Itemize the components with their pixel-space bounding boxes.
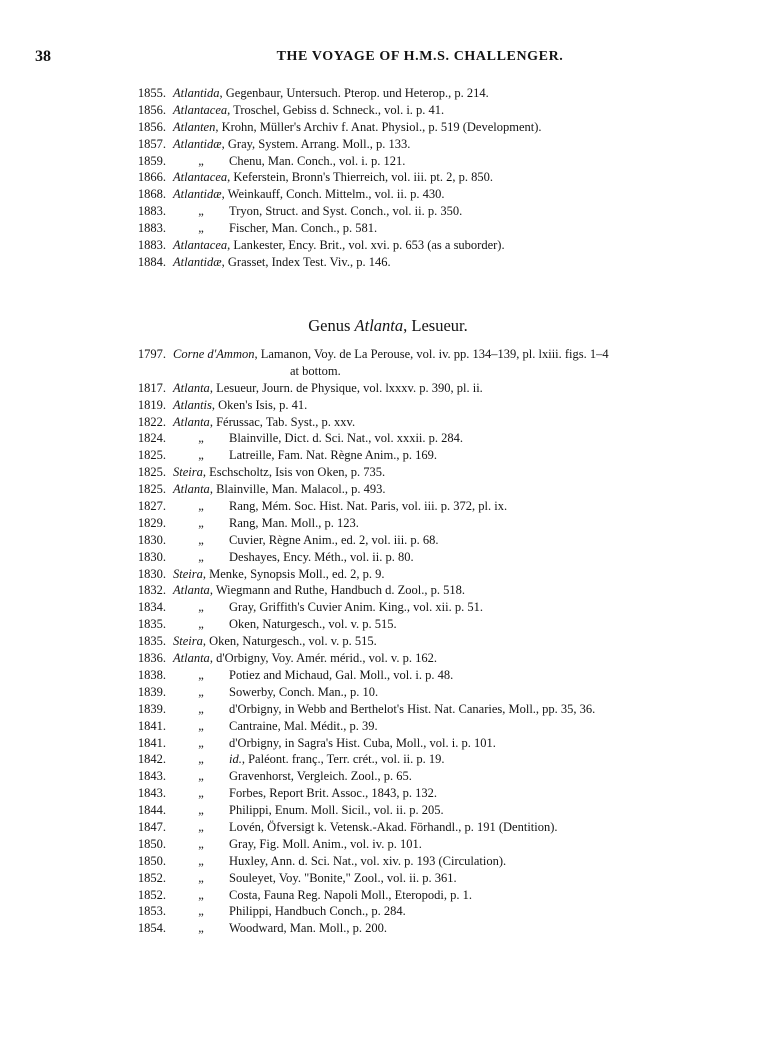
ditto-mark: „ (198, 153, 204, 168)
citation-text: , Lesueur, Journ. de Physique, vol. lxxxv. p. 390, pl. ii. (209, 380, 483, 395)
ditto-mark: „ (198, 786, 204, 801)
reference-entry (0, 153, 776, 170)
reference-entry (0, 735, 776, 752)
entry-citation (173, 684, 766, 701)
citation-text: , Eschscholtz, Isis von Oken, p. 735. (202, 465, 386, 480)
ditto-mark: „ (198, 752, 204, 767)
citation-text: Woodward, Man. Moll., p. 200. (229, 921, 388, 936)
entry-citation (173, 102, 766, 119)
reference-entry (0, 447, 776, 464)
entry-citation (173, 920, 766, 937)
taxon-name: Atlantacea (173, 102, 228, 117)
reference-entry (0, 667, 776, 684)
entry-citation (173, 414, 766, 431)
entry-year: 1822. (137, 414, 166, 429)
entry-citation (173, 237, 766, 254)
ditto-mark: „ (198, 204, 204, 219)
citation-text: Gray, Fig. Moll. Anim., vol. iv. p. 101. (229, 836, 422, 851)
entry-citation (173, 220, 766, 237)
entry-citation (173, 751, 766, 768)
genus-author: , Lesueur. (403, 316, 468, 335)
ditto-mark: „ (198, 499, 204, 514)
reference-entry (0, 836, 776, 853)
entry-year: 1856. (137, 119, 166, 134)
taxon-name: Atlantida (173, 86, 220, 100)
reference-entry (0, 414, 776, 431)
reference-entry (0, 650, 776, 667)
citation-text: Rang, Man. Moll., p. 123. (229, 515, 359, 530)
taxon-name: Steira (173, 465, 203, 480)
entry-year: 1857. (137, 136, 166, 151)
citation-text: Potiez and Michaud, Gal. Moll., vol. i. p. 48. (229, 667, 454, 682)
reference-entry (0, 616, 776, 633)
entry-citation (173, 498, 766, 515)
entry-year: 1856. (137, 102, 166, 117)
citation-text: , Krohn, Müller's Archiv f. Anat. Physiol., p. 519 (Development). (215, 119, 542, 134)
ditto-mark: „ (198, 617, 204, 632)
synonymy-list-genus (0, 346, 776, 937)
entry-year: 1843. (137, 786, 166, 801)
reference-entry (0, 498, 776, 515)
reference-entry (0, 920, 776, 937)
citation-text: , Lankester, Ency. Brit., vol. xvi. p. 653 (as a suborder). (227, 238, 505, 253)
entry-year: 1819. (137, 397, 166, 412)
entry-year: 1850. (137, 853, 166, 868)
entry-citation (173, 853, 766, 870)
entry-year: 1825. (137, 482, 166, 497)
entry-year: 1839. (137, 701, 166, 716)
entry-citation (173, 836, 766, 853)
reference-entry (0, 254, 776, 271)
entry-year: 1835. (137, 634, 166, 649)
reference-entry (0, 802, 776, 819)
entry-citation (173, 819, 766, 836)
citation-text: Huxley, Ann. d. Sci. Nat., vol. xiv. p. 193 (Circulation). (229, 853, 507, 868)
citation-text: Blainville, Dict. d. Sci. Nat., vol. xxxii. p. 284. (229, 431, 464, 446)
entry-year: 1841. (137, 735, 166, 750)
ditto-mark: „ (198, 836, 204, 851)
entry-year: 1853. (137, 904, 166, 919)
citation-text: Rang, Mém. Soc. Hist. Nat. Paris, vol. iii. p. 372, pl. ix. (229, 499, 508, 514)
citation-text: , Keferstein, Bronn's Thierreich, vol. iii. pt. 2, p. 850. (227, 170, 494, 185)
citation-text: Forbes, Report Brit. Assoc., 1843, p. 132. (229, 786, 437, 801)
citation-text: , Grasset, Index Test. Viv., p. 146. (221, 254, 391, 269)
taxon-name: Atlantacea (173, 238, 228, 253)
entry-year: 1844. (137, 803, 166, 818)
reference-entry (0, 237, 776, 254)
ditto-mark: „ (198, 221, 204, 236)
taxon-name: Steira (173, 634, 203, 649)
entry-year: 1883. (137, 204, 166, 219)
citation-text: Fischer, Man. Conch., p. 581. (229, 221, 378, 236)
entry-year: 1825. (137, 448, 166, 463)
reference-entry (0, 346, 776, 380)
entry-year: 1852. (137, 887, 166, 902)
reference-entry (0, 169, 776, 186)
ditto-mark: „ (198, 431, 204, 446)
entry-citation (173, 515, 766, 532)
citation-text: Cantraine, Mal. Médit., p. 39. (229, 718, 378, 733)
taxon-name: Atlantidæ (173, 136, 222, 151)
ditto-mark: „ (198, 718, 204, 733)
taxon-name: Atlantacea (173, 170, 228, 185)
entry-year: 1830. (137, 532, 166, 547)
entry-citation (173, 380, 766, 397)
ditto-mark: „ (198, 870, 204, 885)
ditto-mark: „ (198, 701, 204, 716)
entry-citation (173, 785, 766, 802)
ditto-mark: „ (198, 819, 204, 834)
citation-text: Souleyet, Voy. "Bonite," Zool., vol. ii. p. 361. (229, 870, 457, 885)
reference-entry (0, 549, 776, 566)
entry-citation (173, 397, 766, 414)
entry-citation (173, 447, 766, 464)
entry-year: 1842. (137, 752, 166, 767)
reference-entry (0, 718, 776, 735)
reference-entry (0, 515, 776, 532)
entry-year: 1835. (137, 617, 166, 632)
ditto-mark: „ (198, 853, 204, 868)
citation-text: Lovén, Öfversigt k. Vetensk.-Akad. Förhandl., p. 191 (Dentition). (229, 819, 558, 834)
entry-year: 1847. (137, 819, 166, 834)
reference-entry (0, 203, 776, 220)
entry-citation (173, 346, 766, 380)
entry-citation (173, 667, 766, 684)
entry-citation (173, 616, 766, 633)
ditto-mark: „ (198, 515, 204, 530)
ditto-mark: „ (198, 549, 204, 564)
citation-text: , Gray, System. Arrang. Moll., p. 133. (221, 136, 411, 151)
taxon-name: Corne d'Ammon (173, 347, 255, 361)
entry-citation (173, 903, 766, 920)
reference-entry (0, 701, 776, 718)
reference-entry (0, 430, 776, 447)
entry-year: 1825. (137, 465, 166, 480)
citation-text: d'Orbigny, in Webb and Berthelot's Hist. Nat. Canaries, Moll., pp. 35, 36. (229, 701, 596, 716)
reference-entry (0, 566, 776, 583)
citation-text: , Lamanon, Voy. de La Perouse, vol. iv. pp. 134–139, pl. lxiii. figs. 1–4 (254, 347, 609, 361)
synonymy-list-family (0, 85, 776, 271)
citation-text: Sowerby, Conch. Man., p. 10. (229, 684, 379, 699)
taxon-name: Atlantidæ (173, 254, 222, 269)
entry-year: 1838. (137, 667, 166, 682)
citation-text: Philippi, Enum. Moll. Sicil., vol. ii. p. 205. (229, 803, 444, 818)
entry-year: 1854. (137, 921, 166, 936)
genus-name: Atlanta (354, 316, 404, 335)
reference-entry (0, 481, 776, 498)
reference-entry (0, 380, 776, 397)
ditto-mark: „ (198, 904, 204, 919)
entry-year: 1832. (137, 583, 166, 598)
citation-text: Philippi, Handbuch Conch., p. 284. (229, 904, 406, 919)
entry-citation (173, 887, 766, 904)
entry-year: 1834. (137, 600, 166, 615)
ditto-mark: „ (198, 684, 204, 699)
entry-citation (173, 85, 766, 102)
reference-entry (0, 464, 776, 481)
entry-citation (173, 186, 766, 203)
entry-year: 1830. (137, 566, 166, 581)
reference-entry (0, 819, 776, 836)
reference-entry (0, 532, 776, 549)
reference-entry (0, 102, 776, 119)
entry-citation (173, 481, 766, 498)
entry-year: 1866. (137, 170, 166, 185)
ditto-mark: „ (198, 667, 204, 682)
entry-citation (173, 701, 766, 718)
entry-citation (173, 532, 766, 549)
entry-year: 1855. (137, 86, 166, 100)
entry-year: 1843. (137, 769, 166, 784)
ditto-mark: „ (198, 600, 204, 615)
entry-year: 1839. (137, 684, 166, 699)
reference-entry (0, 903, 776, 920)
entry-citation (173, 582, 766, 599)
entry-year: 1829. (137, 515, 166, 530)
citation-text: , Paléont. franç., Terr. crét., vol. ii. p. 19. (241, 752, 445, 767)
taxon-name: Atlanta (173, 380, 210, 395)
citation-text: Latreille, Fam. Nat. Règne Anim., p. 169. (229, 448, 437, 463)
taxon-name: Atlanten (173, 119, 216, 134)
running-title: THE VOYAGE OF H.M.S. CHALLENGER. (276, 49, 564, 64)
citation-text: Oken, Naturgesch., vol. v. p. 515. (229, 617, 397, 632)
reference-entry (0, 785, 776, 802)
entry-citation (173, 768, 766, 785)
entry-year: 1850. (137, 836, 166, 851)
entry-year: 1817. (137, 380, 166, 395)
entry-citation (173, 169, 766, 186)
reference-entry (0, 85, 776, 102)
reference-entry (0, 397, 776, 414)
entry-citation (173, 870, 766, 887)
ditto-mark: „ (198, 532, 204, 547)
ditto-mark: „ (198, 921, 204, 936)
taxon-name: Atlanta (173, 651, 210, 666)
entry-year: 1827. (137, 499, 166, 514)
entry-citation (173, 599, 766, 616)
ditto-mark: „ (198, 448, 204, 463)
taxon-name: Atlanta (173, 482, 210, 497)
entry-year: 1852. (137, 870, 166, 885)
citation-text: , Menke, Synopsis Moll., ed. 2, p. 9. (202, 566, 385, 581)
page-number: 38 (35, 48, 51, 65)
citation-text: , Blainville, Man. Malacol., p. 493. (209, 482, 386, 497)
citation-text: , Oken, Naturgesch., vol. v. p. 515. (202, 634, 377, 649)
entry-citation (173, 650, 766, 667)
taxon-name: Atlanta (173, 583, 210, 598)
citation-text: d'Orbigny, in Sagra's Hist. Cuba, Moll., vol. i. p. 101. (229, 735, 496, 750)
entry-citation (173, 735, 766, 752)
entry-citation (173, 119, 766, 136)
taxon-name: Atlantidæ (173, 187, 222, 202)
entry-year: 1841. (137, 718, 166, 733)
reference-entry (0, 751, 776, 768)
citation-text: , Troschel, Gebiss d. Schneck., vol. i. p. 41. (227, 102, 445, 117)
citation-text: Gray, Griffith's Cuvier Anim. King., vol. xii. p. 51. (229, 600, 483, 615)
reference-entry (0, 853, 776, 870)
reference-entry (0, 887, 776, 904)
entry-year: 1859. (137, 153, 166, 168)
citation-text: Gravenhorst, Vergleich. Zool., p. 65. (229, 769, 412, 784)
ditto-mark: „ (198, 735, 204, 750)
entry-citation (173, 464, 766, 481)
citation-text: , Férussac, Tab. Syst., p. xxv. (209, 414, 356, 429)
citation-text: , Oken's Isis, p. 41. (211, 397, 308, 412)
entry-year: 1797. (137, 347, 166, 361)
entry-citation (173, 153, 766, 170)
reference-entry (0, 768, 776, 785)
reference-entry (0, 633, 776, 650)
citation-text: , Weinkauff, Conch. Mittelm., vol. ii. p. 430. (221, 187, 445, 202)
reference-entry (0, 599, 776, 616)
entry-citation (173, 430, 766, 447)
citation-text: , Gegenbaur, Untersuch. Pterop. und Heterop., p. 214. (219, 86, 489, 100)
ditto-mark: „ (198, 887, 204, 902)
entry-citation (173, 718, 766, 735)
entry-citation (173, 254, 766, 271)
reference-entry (0, 582, 776, 599)
reference-entry (0, 186, 776, 203)
taxon-name: Atlantis (173, 397, 212, 412)
reference-entry (0, 136, 776, 153)
entry-citation (173, 633, 766, 650)
entry-year: 1884. (137, 254, 166, 269)
reference-entry (0, 870, 776, 887)
citation-text: Costa, Fauna Reg. Napoli Moll., Eteropodi, p. 1. (229, 887, 473, 902)
reference-entry (0, 119, 776, 136)
entry-citation (173, 802, 766, 819)
taxon-name: Steira (173, 566, 203, 581)
entry-citation (173, 549, 766, 566)
entry-year: 1836. (137, 651, 166, 666)
entry-year: 1824. (137, 431, 166, 446)
reference-entry (0, 684, 776, 701)
citation-text: , Wiegmann and Ruthe, Handbuch d. Zool., p. 518. (209, 583, 465, 598)
citation-text: Deshayes, Ency. Méth., vol. ii. p. 80. (229, 549, 414, 564)
entry-year: 1883. (137, 238, 166, 253)
citation-text: , d'Orbigny, Voy. Amér. mérid., vol. v. p. 162. (209, 651, 437, 666)
taxon-name: Atlanta (173, 414, 210, 429)
entry-year: 1830. (137, 549, 166, 564)
citation-text: Tryon, Struct. and Syst. Conch., vol. ii. p. 350. (229, 204, 463, 219)
ditto-mark: „ (198, 769, 204, 784)
citation-continuation: at bottom. (290, 363, 341, 378)
citation-text: Chenu, Man. Conch., vol. i. p. 121. (229, 153, 406, 168)
genus-heading (0, 316, 776, 336)
idem-abbrev: id. (229, 752, 242, 767)
genus-prefix: Genus (308, 316, 355, 335)
ditto-mark: „ (198, 803, 204, 818)
citation-text: Cuvier, Règne Anim., ed. 2, vol. iii. p. 68. (229, 532, 439, 547)
entry-citation (173, 203, 766, 220)
entry-citation (173, 136, 766, 153)
entry-citation (173, 566, 766, 583)
entry-year: 1883. (137, 221, 166, 236)
entry-year: 1868. (137, 187, 166, 202)
reference-entry (0, 220, 776, 237)
